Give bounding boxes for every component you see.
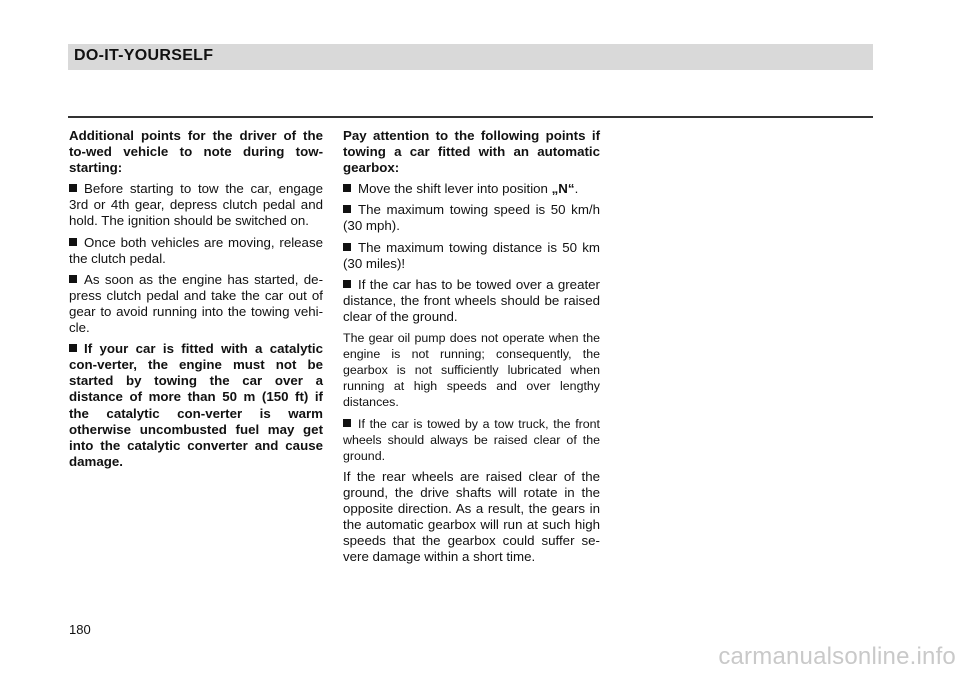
square-bullet-icon [69,238,77,246]
list-item-text: The maximum towing speed is 50 km/h (30 mph). [343,202,600,234]
list-item [69,272,323,336]
section-title: DO-IT-YOURSELF [74,47,214,64]
square-bullet-icon [343,205,351,213]
square-bullet-icon [343,243,351,251]
gear-position-label: „N“ [551,181,575,197]
list-item-text: If the car is towed by a tow truck, the front wheels should always be raised clear of the ground. [343,416,600,463]
list-item-text: Before starting to tow the car, engage 3rd or 4th gear, depress clutch pedal and hold. The ignition should be switched on. [69,181,323,229]
square-bullet-icon [69,275,77,283]
right-intro-heading: Pay attention to the following points if towing a car fitted with an automatic gearbox: [343,128,600,176]
square-bullet-icon [69,344,77,352]
list-item [343,181,600,197]
list-item-text: The maximum towing distance is 50 km (30 miles)! [343,239,600,271]
shift-suffix-text: . [574,181,579,197]
list-item [343,240,600,272]
list-item-text: Once both vehicles are moving, release the clutch pedal. [69,234,323,266]
list-item [343,416,600,464]
list-item [343,277,600,325]
catalytic-warning [69,341,323,470]
warning-text: If your car is fitted with a catalytic con-verter, the engine must not be started by towing the car over a distance of more than 50 m (150 ft) if the catalytic con-verter is warm otherwise uncombusted fuel may get into the catalytic converter and cause damage. [69,341,323,469]
list-item [343,202,600,234]
square-bullet-icon [343,280,351,288]
square-bullet-icon [69,184,77,192]
square-bullet-icon [343,419,351,427]
divider-rule [68,116,873,118]
list-item-text: If the car has to be towed over a greater distance, the front wheels should be raised clear of the ground. [343,276,600,324]
oil-pump-paragraph: The gear oil pump does not operate when the engine is not running; consequently, the gearbox is not sufficiently lubricated when running at high speeds and over lengthy distances. [343,331,600,410]
rear-wheels-paragraph: If the rear wheels are raised clear of the ground, the drive shafts will rotate in the opposite direction. As a result, the gears in the automatic gearbox will run at such high speeds that the gearbox could suffer se-vere damage within a short time. [343,468,600,565]
right-column [343,128,600,570]
square-bullet-icon [343,184,351,192]
page-number: 180 [69,622,91,637]
section-header-bar [68,44,873,70]
watermark: carmanualsonline.info [718,643,956,670]
shift-prefix-text: Move the shift lever into position [358,181,552,197]
list-item [69,235,323,267]
list-item [69,181,323,229]
left-intro-heading: Additional points for the driver of the to-wed vehicle to note during tow-starting: [69,128,323,176]
left-column [69,128,323,475]
list-item-text: As soon as the engine has started, de-press clutch pedal and take the car out of gear to avoid running into the towing vehi-cle. [69,271,323,336]
